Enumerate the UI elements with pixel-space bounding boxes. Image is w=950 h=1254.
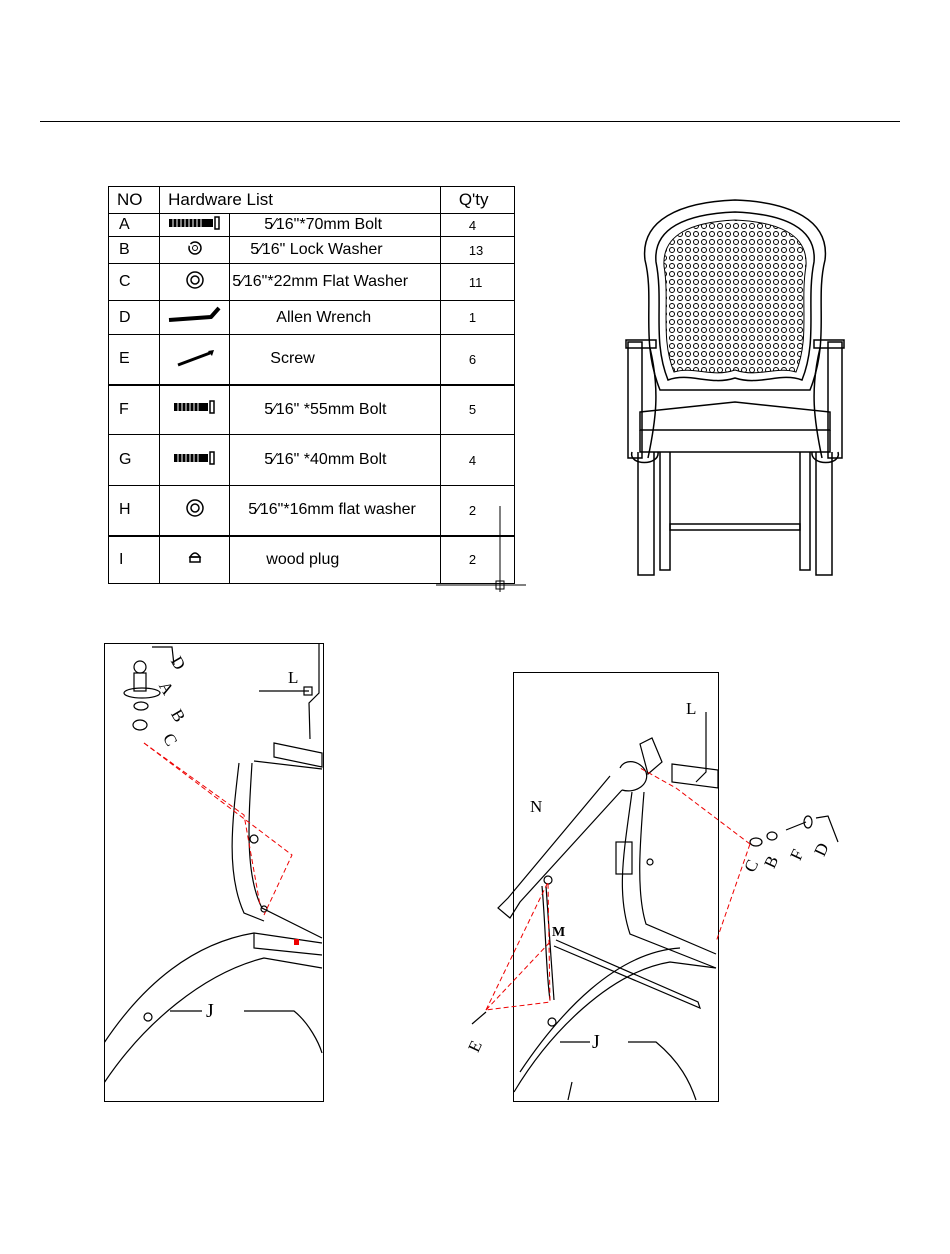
label-c: C (159, 730, 182, 750)
allen-wrench-icon (160, 301, 230, 335)
bolt-70mm-icon (160, 214, 230, 237)
bolt-40mm-icon (160, 435, 230, 486)
wood-plug-icon (160, 536, 230, 584)
table-row (109, 214, 515, 237)
row-qty: 2 (440, 486, 514, 536)
label-a: A (155, 678, 178, 699)
flat-washer-icon (160, 264, 230, 301)
row-no: F (109, 385, 160, 435)
flat-washer-16mm-icon (160, 486, 230, 536)
row-desc: 5⁄16" *40mm Bolt (230, 435, 441, 486)
screw-icon (160, 335, 230, 385)
label-l: L (686, 699, 697, 718)
row-desc: Screw (230, 335, 441, 385)
chair-illustration (620, 190, 850, 582)
row-qty: 11 (440, 264, 514, 301)
row-no: H (109, 486, 160, 536)
label-d: D (810, 839, 833, 860)
label-c: C (740, 856, 763, 876)
row-no: E (109, 335, 160, 385)
row-no: I (109, 536, 160, 584)
header-qty: Q'ty (440, 187, 514, 214)
label-l: L (288, 668, 299, 687)
label-f: F (786, 846, 808, 864)
table-header-row (109, 187, 515, 214)
table-row (109, 264, 515, 301)
row-desc: 5⁄16" Lock Washer (230, 237, 441, 264)
table-row (109, 335, 515, 385)
row-desc: wood plug (230, 536, 441, 584)
table-row (109, 237, 515, 264)
assembly-diagram-right (450, 672, 850, 1102)
row-qty: 5 (440, 385, 514, 435)
row-qty: 4 (440, 214, 514, 237)
row-qty: 2 (440, 536, 514, 584)
row-no: A (109, 214, 160, 237)
row-desc: 5⁄16"*16mm flat washer (230, 486, 441, 536)
label-e: E (464, 1037, 486, 1056)
label-n: N (530, 797, 543, 816)
row-desc: 5⁄16"*22mm Flat Washer (230, 264, 441, 301)
label-j: J (592, 1031, 600, 1053)
label-d: D (166, 653, 190, 674)
label-b: B (760, 852, 783, 872)
label-m: M (552, 925, 566, 940)
header-hardware-list: Hardware List (160, 187, 441, 214)
header-rule (40, 121, 900, 122)
row-no: C (109, 264, 160, 301)
table-row (109, 385, 515, 435)
label-j: J (206, 1000, 214, 1022)
bolt-55mm-icon (160, 385, 230, 435)
row-no: D (109, 301, 160, 335)
table-row (109, 435, 515, 486)
row-qty: 4 (440, 435, 514, 486)
table-corner-marker (436, 506, 536, 596)
assembly-diagram-left (104, 643, 334, 1101)
lock-washer-icon (160, 237, 230, 264)
row-qty: 6 (440, 335, 514, 385)
header-no: NO (109, 187, 160, 214)
row-desc: 5⁄16"*70mm Bolt (230, 214, 441, 237)
table-row (109, 301, 515, 335)
row-no: G (109, 435, 160, 486)
row-desc: 5⁄16" *55mm Bolt (230, 385, 441, 435)
row-no: B (109, 237, 160, 264)
row-desc: Allen Wrench (230, 301, 441, 335)
row-qty: 1 (440, 301, 514, 335)
row-qty: 13 (440, 237, 514, 264)
label-b: B (167, 706, 190, 726)
